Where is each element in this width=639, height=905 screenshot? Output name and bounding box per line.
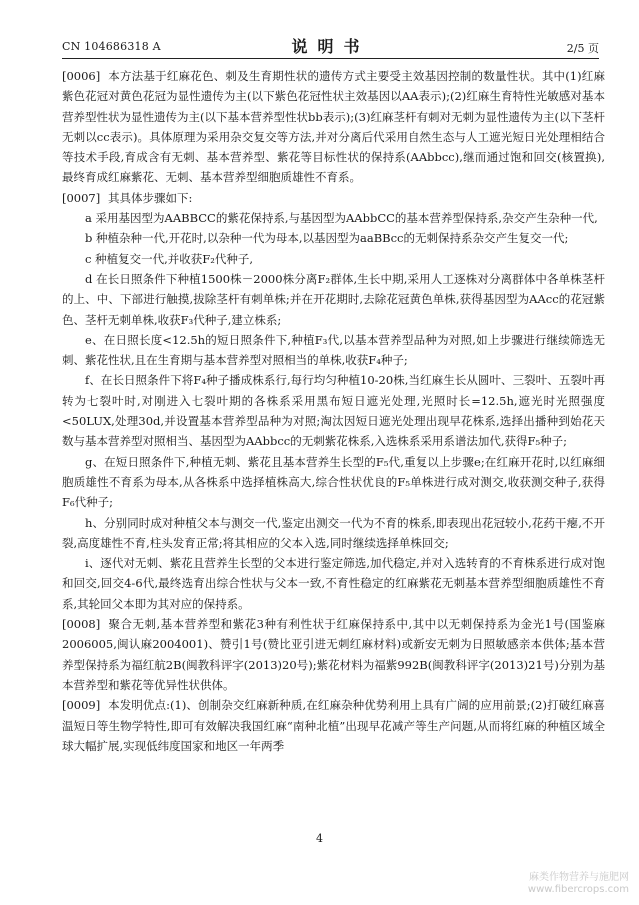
- page-indicator: 2/5 页: [566, 42, 599, 55]
- step-d: d 在长日照条件下种植1500株－2000株分离F₂群体,生长中期,采用人工逐株对分离群体中各单株茎杆的上、中、下部进行触摸,拔除茎杆有刺单株;并在开花期时,去除花冠黄色单株,获得基因型为AAcc的花冠紫色、茎杆无刺单株,收获F₃代种子,建立株系;: [62, 271, 605, 327]
- step-b: b 种植杂种一代,开花时,以杂种一代为母本,以基因型为aaBBcc的无刺保持系杂交产生复交一代;: [85, 231, 569, 246]
- step-e: e、在日照长度<12.5h的短日照条件下,种植F₃代,以基本营养型品种为对照,如上步骤进行继续筛选无刺、紫花性状,且在生育期与基本营养型对照相当的单株,收获F₄种子;: [62, 332, 605, 368]
- paragraph-text: 聚合无刺,基本营养型和紫花3种有利性状于红麻保持系中,其中以无刺保持系为金光1号(国鉴麻2006005,闽认麻2004001)、赞引1号(赞比亚引进无刺红麻材料)或新安无刺为日照敏感亲本供体;基本营养型保持系为福红航2B(闽教科评字(2013)20号);紫花材料为福紫992B(闽教科评字(2013)21号)分别为基本营养型和紫花等优异性状供体。: [62, 617, 605, 692]
- page-header: [62, 28, 599, 59]
- step-c: c 种植复交一代,并收获F₂代种子,: [85, 251, 253, 266]
- paragraph-number: [0008]: [62, 617, 101, 632]
- watermark-url: www.fibercrops.com: [527, 884, 629, 895]
- paragraph-0009: [62, 695, 605, 756]
- paragraph-0006: [62, 66, 605, 188]
- paragraph-0007: [62, 188, 605, 208]
- step-h: h、分别同时成对种植父本与测交一代,鉴定出测交一代为不育的株系,即表现出花冠较小,花药干瘪,不开裂,高度雄性不育,柱头发育正常;将其相应的父本入选,同时继续选择单株回交;: [62, 515, 605, 550]
- document-number: CN 104686318 A: [62, 40, 161, 53]
- paragraph-number: [0009]: [62, 698, 101, 713]
- paragraph-0008: [62, 614, 605, 695]
- step-a: a 采用基因型为AABBCC的紫花保持系,与基因型为AAbbCC的基本营养型保持系,杂交产生杂种一代,: [85, 211, 598, 226]
- step-g: g、在短日照条件下,种植无刺、紫花且基本营养生长型的F₅代,重复以上步骤e;在红麻开花时,以红麻细胞质雄性不育系为母本,从各株系中选择植株高大,综合性状优良的F₅单株进行成对测交,收获测交种子,获得F₆代种子;: [62, 454, 605, 510]
- paragraph-text: 本发明优点:(1)、创制杂交红麻新种质,在红麻杂种优势利用上具有广阔的应用前景;(2)打破红麻喜温短日等生物学特性,即可有效解决我国红麻“南种北植”出现早花减产等生产问题,从而将红麻的种植区域全球大幅扩展,实现低纬度国家和地区一年两季: [62, 698, 605, 753]
- document-title: 说明书: [291, 37, 370, 56]
- site-watermark: [528, 872, 629, 896]
- paragraph-text: 其具体步骤如下:: [108, 190, 193, 205]
- paragraph-number: [0006]: [62, 69, 101, 83]
- paragraph-text: 本方法基于红麻花色、刺及生育期性状的遗传方式主要受主效基因控制的数量性状。其中(1)红麻紫色花冠对黄色花冠为显性遗传为主(以下紫色花冠性状主效基因以AA表示);(2)红麻生育特性光敏感对基本营养型性状为显性遗传为主(以下基本营养型性状bb表示);(3)红麻茎杆有刺对无刺为显性遗传为主(以下茎杆无刺以cc表示)。具体原理为采用杂交复交等方法,并对分离后代采用自然生态与人工遮光短日光处理相结合等技术手段,育成含有无刺、基本营养型、紫花等目标性状的保持系(AAbbcc),继而通过饱和回交(核置换),最终育成红麻紫花、无刺、基本营养型细胞质雄性不育系。: [62, 69, 605, 185]
- paragraph-number: [0007]: [62, 190, 101, 205]
- page-number: 4: [316, 832, 323, 845]
- watermark-name: 麻类作物营养与施肥网: [529, 872, 629, 883]
- step-i: i、逐代对无刺、紫花且营养生长型的父本进行鉴定筛选,加代稳定,并对入选转育的不育株系进行成对饱和回交,回交4-6代,最终选育出综合性状与父本一致,不育性稳定的红麻紫花无刺基本营养型细胞质雄性不育系,其轮回父本即为其对应的保持系。: [62, 556, 605, 611]
- step-f: f、在长日照条件下将F₄种子播成株系行,每行均匀种植10-20株,当红麻生长从圆叶、三裂叶、五裂叶再转为七裂叶时,对刚进入七裂叶期的各株系采用黑布短日遮光处理,光照时长=12.5h,遮光时光照强度<50LUX,处理30d,并设置基本营养型品种为对照;淘汰因短日遮光处理出现早花株系,选择出播种到始花天数与基本营养型对照相当、基因型为AAbbcc的无刺紫花株系,入选株系采用系谱法加代,获得F₅种子;: [62, 373, 605, 449]
- document-body: [62, 66, 605, 756]
